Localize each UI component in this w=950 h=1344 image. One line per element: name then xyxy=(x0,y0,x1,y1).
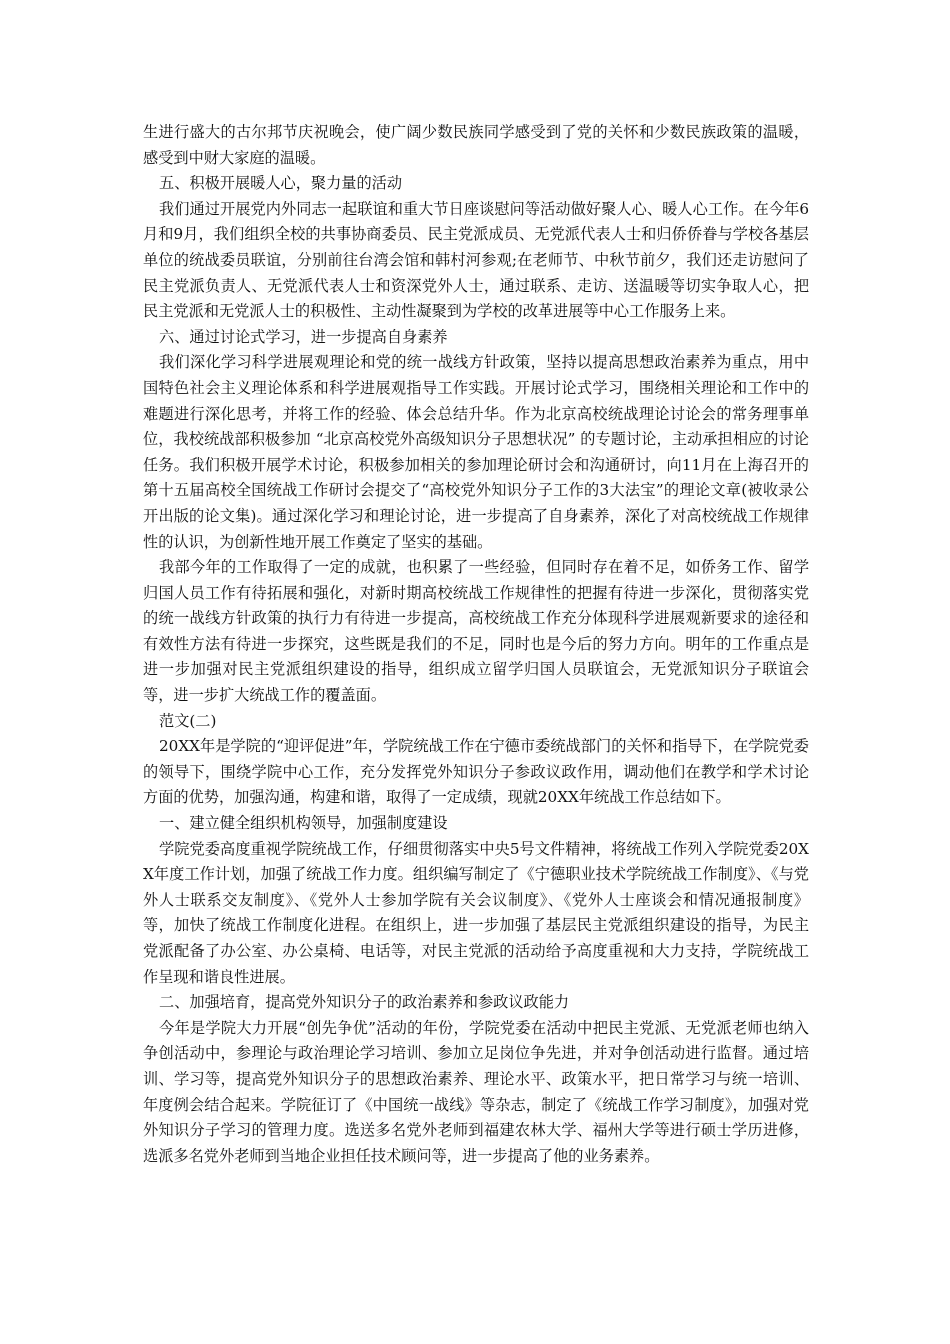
paragraph: 20XX年是学院的“迎评促进”年，学院统战工作在宁德市委统战部门的关怀和指导下，在学院党委的领导下，围绕学院中心工作，充分发挥党外知识分子参政议政作用，调动他们在教学和学术讨论方面的优势，加强沟通，构建和谐，取得了一定成绩，现就20XX年统战工作总结如下。 xyxy=(143,737,809,807)
paragraph: 今年是学院大力开展“创先争优”活动的年份，学院党委在活动中把民主党派、无党派老师也纳入争创活动中，参理论与政治理论学习培训、参加立足岗位争先进，并对争创活动进行监督。通过培训、学习等，提高党外知识分子的思想政治素养、理论水平、政策水平，把日常学习与统一培训、年度例会结合起来。学院征订了《中国统一战线》等杂志，制定了《统战工作学习制度》，加强对党外知识分子学习的管理力度。选送多名党外老师到福建农林大学、福州大学等进行硕士学历进修，选派多名党外老师到当地企业担任技术顾问等，进一步提高了他的业务素养。 xyxy=(143,1018,809,1165)
paragraph: 我们通过开展党内外同志一起联谊和重大节日座谈慰问等活动做好聚人心、暖人心工作。在今年6月和9月，我们组织全校的共事协商委员、民主党派成员、无党派代表人士和归侨侨眷与学校各基层单位的统战委员联谊，分别前往台湾会馆和韩村河参观;在老师节、中秋节前夕，我们还走访慰问了民主党派负责人、无党派代表人士和资深党外人士，通过联系、走访、送温暖等切实争取人心，把民主党派和无党派人士的积极性、主动性凝聚到为学校的改革进展等中心工作服务上来。 xyxy=(143,199,809,321)
paragraph-continuation: 生进行盛大的古尔邦节庆祝晚会，使广阔少数民族同学感受到了党的关怀和少数民族政策的温暖，感受到中财大家庭的温暖。 xyxy=(143,123,809,167)
document-body xyxy=(143,120,809,1169)
section-heading-5: 五、积极开展暖人心，聚力量的活动 xyxy=(159,174,402,193)
paragraph: 我部今年的工作取得了一定的成就，也积累了一些经验，但同时存在着不足，如侨务工作、留学归国人员工作有待拓展和强化，对新时期高校统战工作规律性的把握有待进一步深化，贯彻落实党的统一战线方针政策的执行力有待进一步提高，高校统战工作充分体现科学进展观新要求的途径和有效性方法有待进一步探究，这些既是我们的不足，同时也是今后的努力方向。明年的工作重点是进一步加强对民主党派组织建设的指导，组织成立留学归国人员联谊会，无党派知识分子联谊会等，进一步扩大统战工作的覆盖面。 xyxy=(143,558,809,705)
sample-heading: 范文(二) xyxy=(159,711,217,730)
section-heading-2: 二、加强培育，提高党外知识分子的政治素养和参政议政能力 xyxy=(159,993,570,1012)
paragraph: 学院党委高度重视学院统战工作，仔细贯彻落实中央5号文件精神，将统战工作列入学院党委20XX年度工作计划，加强了统战工作力度。组织编写制定了《宁德职业技术学院统战工作制度》、《与党外人士联系交友制度》、《党外人士参加学院有关会议制度》、《党外人士座谈会和情况通报制度》等，加快了统战工作制度化进程。在组织上，进一步加强了基层民主党派组织建设的指导，为民主党派配备了办公室、办公桌椅、电话等，对民主党派的活动给予高度重视和大力支持，学院统战工作呈现和谐良性进展。 xyxy=(143,839,809,986)
section-heading-6: 六、通过讨论式学习，进一步提高自身素养 xyxy=(159,327,448,346)
section-heading-1: 一、建立健全组织机构领导，加强制度建设 xyxy=(159,814,448,833)
paragraph: 我们深化学习科学进展观理论和党的统一战线方针政策，坚持以提高思想政治素养为重点，用中国特色社会主义理论体系和科学进展观指导工作实践。开展讨论式学习，围绕相关理论和工作中的难题进行深化思考，并将工作的经验、体会总结升华。作为北京高校统战理论讨论会的常务理事单位，我校统战部积极参加 “北京高校党外高级知识分子思想状况” 的专题讨论，主动承担相应的讨论任务。我们积极开展学术讨论，积极参加相关的参加理论研讨会和沟通研讨，向11月在上海召开的第十五届高校全国统战工作研讨会提交了“高校党外知识分子工作的3大法宝”的理论文章(被收录公开出版的论文集)。通过深化学习和理论讨论，进一步提高了自身素养，深化了对高校统战工作规律性的认识，为创新性地开展工作奠定了坚实的基础。 xyxy=(143,353,809,551)
